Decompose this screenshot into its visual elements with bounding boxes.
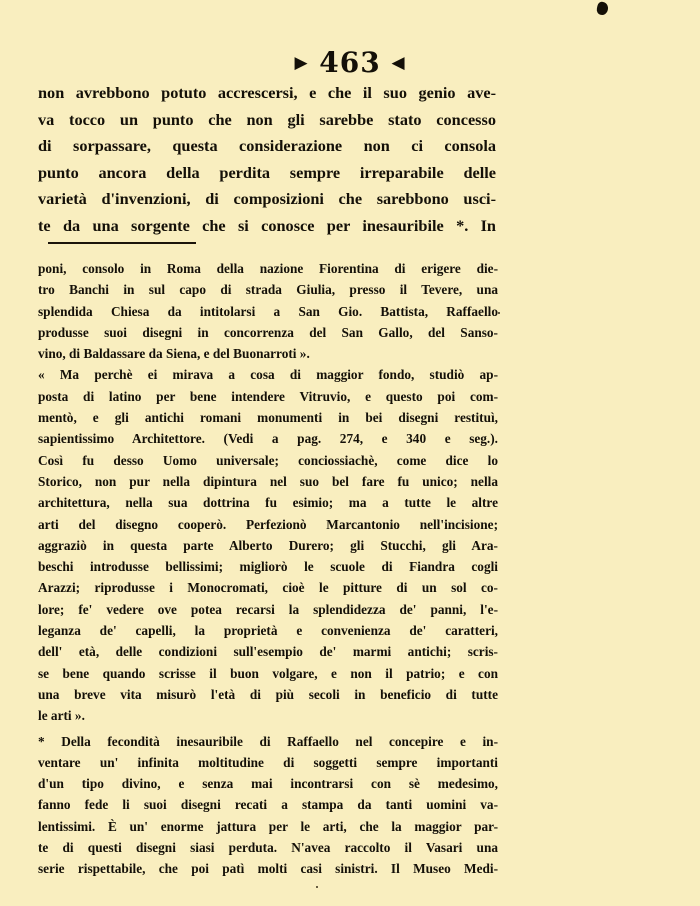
- note-line: d'un tipo divino, e senza mai incontrarsi con sè medesimo,: [38, 776, 498, 792]
- note-line: lore; fe' vedere ove potea recarsi la splendidezza de' panni, l'e-: [38, 601, 498, 617]
- left-ornament: ▶: [294, 52, 309, 73]
- note-line: vino, di Baldassare da Siena, e del Buonarroti ».: [38, 346, 310, 362]
- text-line: punto ancora della perdita sempre irreparabile delle: [38, 162, 496, 182]
- note-line: tro Banchi in sul capo di strada Giulia, presso il Tevere, una: [38, 282, 498, 298]
- note-line: te di questi disegni siasi perduta. N'avea raccolto il Vasari una: [38, 840, 498, 856]
- note-line: splendida Chiesa da intitolarsi a San Gio. Battista, Raffaello: [38, 303, 498, 319]
- note-line: posta di latino per bene intendere Vitruvio, e questo poi com-: [38, 388, 498, 404]
- note-line: una breve vita misurò l'età di più secoli in beneficio di tutte: [38, 686, 498, 702]
- note-line: le arti ».: [38, 708, 85, 724]
- note-line: leganza de' capelli, la proprietà e convenienza de' caratteri,: [38, 623, 498, 639]
- text-line: non avrebbono potuto accrescersi, e che il suo genio ave-: [38, 83, 496, 102]
- note-line: sapientissimo Architettore. (Vedi a pag. 274, e 340 e seg.).: [38, 431, 498, 447]
- text-line: va tocco un punto che non gli sarebbe stato concesso: [38, 109, 496, 129]
- note-line: mentò, e gli antichi romani monumenti in bei disegni restituì,: [38, 410, 498, 426]
- note-line: « Ma perchè ei mirava a cosa di maggior fondo, studiò ap-: [38, 367, 498, 383]
- main-text-block: [38, 80, 496, 239]
- note-line: * Della fecondità inesauribile di Raffaello nel concepire e in-: [38, 733, 498, 749]
- note-line: ventare un' infinita moltitudine di soggetti sempre importanti: [38, 754, 498, 770]
- note-line: arti del disegno cooperò. Perfezionò Marcantonio nell'incisione;: [38, 516, 498, 532]
- note-line: serie rispettabile, che poi patì molti casi sinistri. Il Museo Medi-: [38, 861, 498, 877]
- note-line: architettura, nella sua dottrina fu esimio; ma a tutte le altre: [38, 495, 498, 511]
- paper-speck: [316, 886, 318, 888]
- right-ornament: ◀: [391, 52, 406, 73]
- text-line: varietà d'invenzioni, di composizioni che sarebbono usci-: [38, 189, 496, 208]
- footnotes-block: [38, 258, 498, 880]
- note-line: fanno fede li suoi disegni recati a stampa da tanti uomini va-: [38, 797, 498, 813]
- note-line: beschi introdusse bellissimi; migliorò le scuole di Fiandra cogli: [38, 559, 498, 575]
- note-line: lentissimi. È un' enorme jattura per le arti, che la maggior par-: [38, 818, 498, 834]
- note-line: aggraziò in questa parte Alberto Durero; gli Stucchi, gli Ara-: [38, 537, 498, 553]
- paper-speck: [498, 312, 500, 314]
- page-number: 463: [319, 46, 381, 79]
- note-line: poni, consolo in Roma della nazione Fiorentina di erigere die-: [38, 261, 498, 276]
- footnote-separator: [48, 242, 196, 244]
- note-line: produsse suoi disegni in concorrenza del San Gallo, del Sanso-: [38, 324, 498, 340]
- note-line: Arazzi; riprodusse i Monocromati, cioè le pitture di un sol co-: [38, 580, 498, 596]
- text-line: di sorpassare, questa considerazione non ci consola: [38, 136, 496, 155]
- note-line: Così fu desso Uomo universale; conciossiachè, come dice lo: [38, 452, 498, 468]
- note-line: dell' età, delle condizioni sull'esempio de' marmi antichi; scris-: [38, 644, 498, 660]
- note-line: Storico, non pur nella dipintura nel suo bel fare fu unico; nella: [38, 473, 498, 489]
- text-line: te da una sorgente che si conosce per inesauribile *. In: [38, 215, 496, 235]
- page-number-header: [0, 46, 700, 82]
- note-line: se bene quando scrisse il buon volgare, e non il patrio; e con: [38, 665, 498, 681]
- ink-blot: [596, 1, 609, 16]
